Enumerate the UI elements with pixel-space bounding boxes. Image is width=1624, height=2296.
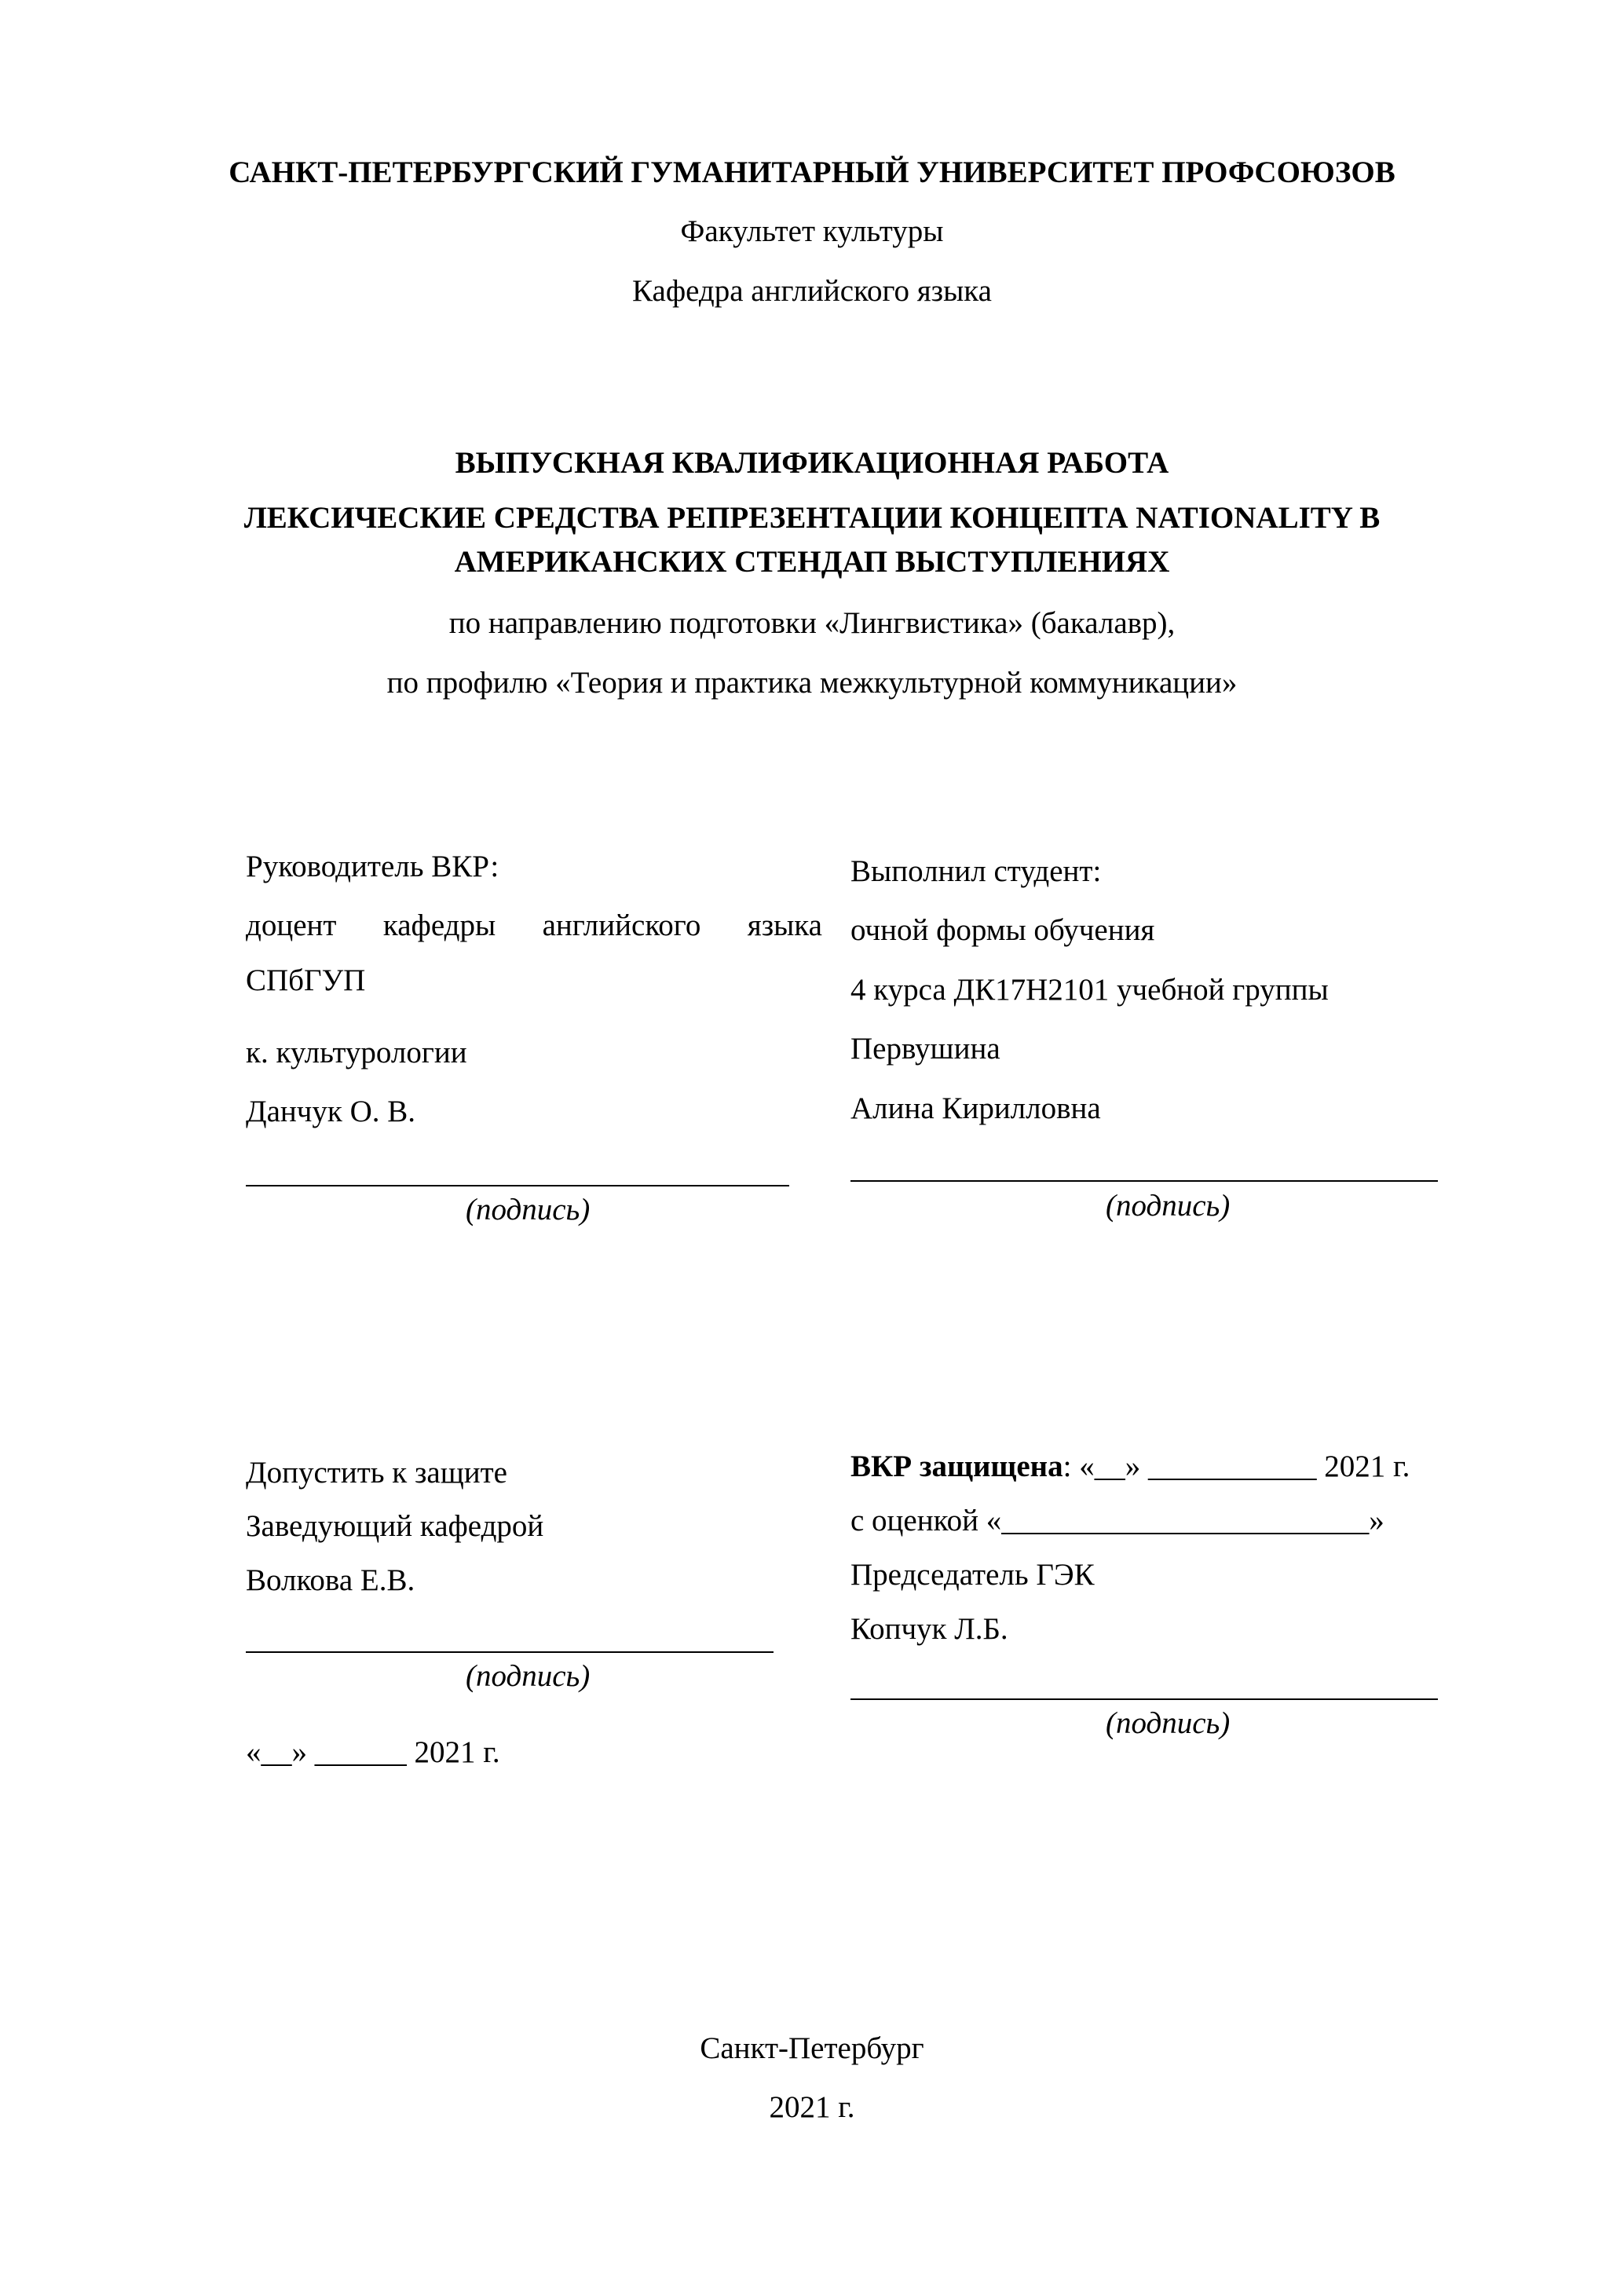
student-signature-caption: (подпись) [1106, 1189, 1231, 1223]
supervisor-position-line-2: СПбГУП [246, 963, 366, 997]
department-head-title: Заведующий кафедрой [246, 1509, 544, 1543]
supervisor-position-word: доцент [246, 909, 337, 942]
topic-title-line-2: АМЕРИКАНСКИХ СТЕНДАП ВЫСТУПЛЕНИЯХ [454, 545, 1170, 579]
department-name: Кафедра английского языка [632, 274, 992, 308]
supervisor-position-word: английского [542, 909, 701, 942]
student-heading: Выполнил студент: [850, 854, 1102, 888]
faculty-name: Факультет культуры [680, 214, 944, 248]
supervisor-position-word: языка [747, 909, 822, 942]
student-study-form: очной формы обучения [850, 913, 1155, 947]
supervisor-signature-line [246, 1185, 789, 1186]
department-head-signature-caption: (подпись) [466, 1659, 591, 1693]
commission-chair-title: Председатель ГЭК [850, 1558, 1095, 1592]
supervisor-heading: Руководитель ВКР: [246, 850, 499, 883]
work-type-title: ВЫПУСКНАЯ КВАЛИФИКАЦИОННАЯ РАБОТА [455, 446, 1169, 480]
supervisor-position-word: кафедры [382, 909, 496, 942]
defense-date: : «__» ___________ 2021 г. [1063, 1450, 1410, 1483]
admission-permit: Допустить к защите [246, 1456, 507, 1490]
department-head-name: Волкова Е.В. [246, 1563, 415, 1597]
student-surname: Первушина [850, 1032, 1000, 1066]
student-signature-line [850, 1180, 1438, 1182]
city: Санкт-Петербург [700, 2031, 924, 2065]
year: 2021 г. [769, 2090, 855, 2124]
defense-label: ВКР защищена [850, 1450, 1063, 1483]
student-course-group: 4 курса ДК17Н2101 учебной группы [850, 973, 1329, 1007]
admission-date: «__» ______ 2021 г. [246, 1735, 500, 1769]
topic-title-line-1: ЛЕКСИЧЕСКИЕ СРЕДСТВА РЕПРЕЗЕНТАЦИИ КОНЦЕПТА NATIONALITY В [243, 501, 1381, 535]
supervisor-position-line-1 [246, 908, 822, 945]
study-direction: по направлению подготовки «Лингвистика» (бакалавр), [448, 606, 1176, 640]
defense-status-line [850, 1449, 1410, 1486]
defense-grade: с оценкой «________________________» [850, 1504, 1384, 1537]
supervisor-name: Данчук О. В. [246, 1095, 416, 1128]
university-name: САНКТ-ПЕТЕРБУРГСКИЙ ГУМАНИТАРНЫЙ УНИВЕРСИТЕТ ПРОФСОЮЗОВ [229, 155, 1395, 189]
department-head-signature-line [246, 1651, 774, 1653]
commission-chair-signature-caption: (подпись) [1106, 1706, 1231, 1740]
supervisor-degree: к. культурологии [246, 1036, 467, 1069]
supervisor-signature-caption: (подпись) [466, 1193, 591, 1227]
commission-chair-signature-line [850, 1698, 1438, 1700]
commission-chair-name: Копчук Л.Б. [850, 1612, 1008, 1646]
student-given-names: Алина Кирилловна [850, 1091, 1101, 1125]
study-profile: по профилю «Теория и практика межкультурной коммуникации» [386, 666, 1238, 700]
